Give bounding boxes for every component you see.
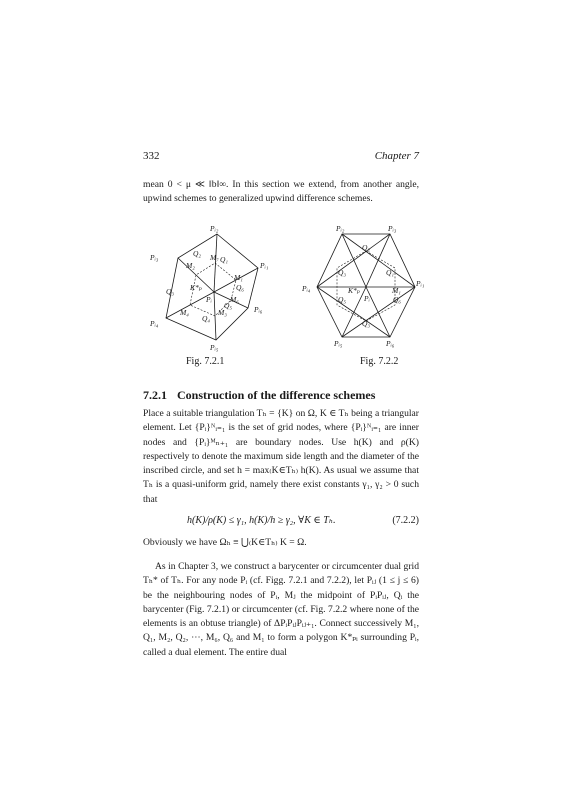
intro-paragraph: mean 0 < μ ≪ ‖b‖∞. In this section we extend, from another angle, upwind schemes to generalized upwind difference schemes.	[143, 179, 419, 205]
paragraph-obviously: Obviously we have Ωₕ ≡ ⋃₍K∈Tₕ₎ K = Ω.	[143, 537, 307, 548]
label-q3-2: Q₃	[338, 268, 347, 277]
page-number: 332	[143, 150, 160, 162]
figure-7-2-2	[302, 222, 427, 352]
label-p16-2: Pᵢ₆	[386, 339, 395, 348]
label-m6: M₆	[230, 295, 239, 304]
label-pi-2: Pᵢ	[364, 294, 370, 303]
label-q2: Q₂	[193, 249, 202, 258]
chapter-title: Chapter 7	[374, 150, 419, 162]
label-p14: Pᵢ₄	[150, 319, 159, 328]
label-p13-2: Pᵢ₃	[388, 224, 397, 233]
label-q6: Q₆	[236, 283, 245, 292]
label-p13: Pᵢ₃	[150, 253, 159, 262]
label-q1: Q₁	[220, 255, 229, 264]
label-kp-2: K*ₚ	[348, 286, 360, 295]
label-p11: Pᵢ₁	[260, 261, 269, 270]
section-title: Construction of the difference schemes	[177, 388, 376, 402]
section-number: 7.2.1	[143, 388, 167, 402]
label-p15-2: Pᵢ₅	[334, 339, 343, 348]
label-p15: Pᵢ₅	[210, 343, 219, 352]
label-m4: M₄	[180, 308, 189, 317]
label-q3b-2: Q₃	[362, 319, 371, 328]
equation-tag: (7.2.2)	[392, 515, 419, 526]
label-m7: M₇	[210, 253, 219, 262]
outer-hexagon	[166, 234, 258, 340]
page-header	[143, 150, 419, 166]
label-p16: Pᵢ₆	[254, 305, 263, 314]
label-m3: M₃	[218, 308, 227, 317]
figure-7-2-2-diagram	[302, 222, 427, 352]
figure-7-2-1	[150, 222, 275, 352]
equation-body: h(K)/ρ(K) ≤ γ₁, h(K)/h ≥ γ₂, ∀K ∈ Tₕ.	[187, 515, 336, 526]
dual-element-polygon-2	[337, 251, 395, 321]
label-q2-2: Q₂	[362, 243, 371, 252]
label-q6-2: Q₆	[393, 295, 402, 304]
caption-fig-7-2-1: Fig. 7.2.1	[186, 356, 225, 367]
paragraph-dual-grid: As in Chapter 3, we construct a barycenter or circumcenter dual grid Tₕ* of Tₕ. For any node Pᵢ (cf. Figg. 7.2.1 and 7.2.2), let Pᵢⱼ (1 ≤ j ≤ 6) be the neighbouring nodes of Pᵢ, Mⱼ the midpoint of PᵢPᵢⱼ, Qᵢ the barycenter (Fig. 7.2.1) or circumcenter (cf. Fig. 7.2.2 where none of the elements is an obtuse triangle) of ΔPᵢPᵢⱼPᵢⱼ₊₁. Connect successively M₁, Q₁, M₂, Q₂, ⋯, M₆, Q₆ and M₁ to form a polygon K*ₚᵢ surrounding Pᵢ, called a dual element. The entire dual	[143, 561, 419, 658]
label-q1-2: Q₁	[386, 268, 395, 277]
label-q4: Q₄	[202, 314, 211, 323]
label-m1-2: M₁	[392, 286, 401, 295]
section-heading	[143, 388, 419, 403]
label-q3: Q₃	[166, 287, 175, 296]
caption-fig-7-2-2: Fig. 7.2.2	[360, 356, 399, 367]
label-p12-2: Pᵢ₂	[336, 224, 345, 233]
label-q5-2: Q₅	[338, 295, 347, 304]
label-m2: M₂	[186, 261, 195, 270]
label-kp: K*ₚ	[190, 283, 202, 292]
label-p12: Pᵢ₂	[210, 224, 219, 233]
figure-7-2-1-diagram	[150, 222, 275, 352]
label-pi: Pᵢ	[206, 295, 212, 304]
label-p11-2: Pᵢ₁	[416, 279, 425, 288]
label-q5: Q₅	[224, 301, 233, 310]
paragraph-triangulation: Place a suitable triangulation Tₕ = {K} on Ω, K ∈ Tₕ being a triangular element. Let {Pᵢ}ᴺᵢ₌₁ is the set of grid nodes, where {Pᵢ}ᴺᵢ₌₁ are inner nodes and {Pᵢ}ᴹₙ₊₁ are boundary nodes. Use h(K) and ρ(K) respectively to denote the maximum side length and the diameter of the inscribed circle, and set h = max₍K∈Tₕ₎ h(K). As usual we assume that Tₕ is a quasi-uniform grid, namely there exist constants γ₁, γ₂ > 0 such that	[143, 408, 419, 505]
label-p14-2: Pᵢ₄	[302, 284, 311, 293]
label-m1: M₁	[234, 273, 243, 282]
